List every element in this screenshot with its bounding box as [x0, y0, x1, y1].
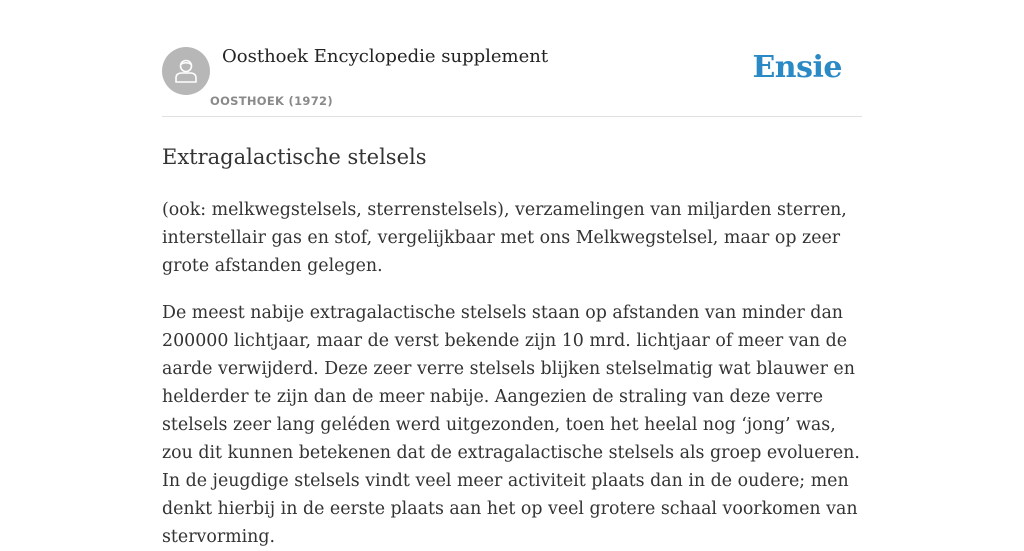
user-icon [171, 56, 201, 86]
source-header [162, 0, 862, 117]
source-avatar[interactable] [162, 47, 210, 95]
entry-card [162, 0, 862, 547]
entry-title: Extragalactische stelsels [162, 145, 427, 169]
source-publisher-year: OOSTHOEK (1972) [210, 94, 333, 108]
source-title[interactable]: Oosthoek Encyclopedie supplement [222, 46, 549, 67]
entry-paragraph-2: De meest nabije extragalactische stelsels staan op afstanden van minder dan 200000 lichtjaar, maar de verst bekende zijn 10 mrd. lichtjaar of meer van de aarde verwijderd. Deze zeer verre stelsels blijken stelselmatig wat blauwer en helderder te zijn dan de meer nabije. Aangezien de straling van deze verre stelsels zeer lang geléden werd uitgezonden, toen het heelal nog ‘jong’ was, zou dit kunnen betekenen dat de extragalactische stelsels als groep evolueren. In de jeugdige stelsels vindt veel meer activiteit plaats dan in de oudere; men denkt hierbij in de eerste plaats aan het op veel grotere schaal voorkomen van stervorming. [162, 303, 860, 547]
brand-logo[interactable]: Ensie [752, 50, 842, 85]
entry-paragraph-1: (ook: melkwegstelsels, sterrenstelsels), verzamelingen van miljarden sterren, interstellair gas en stof, vergelijkbaar met ons Melkwegstelsel, maar op zeer grote afstanden gelegen. [162, 200, 847, 276]
